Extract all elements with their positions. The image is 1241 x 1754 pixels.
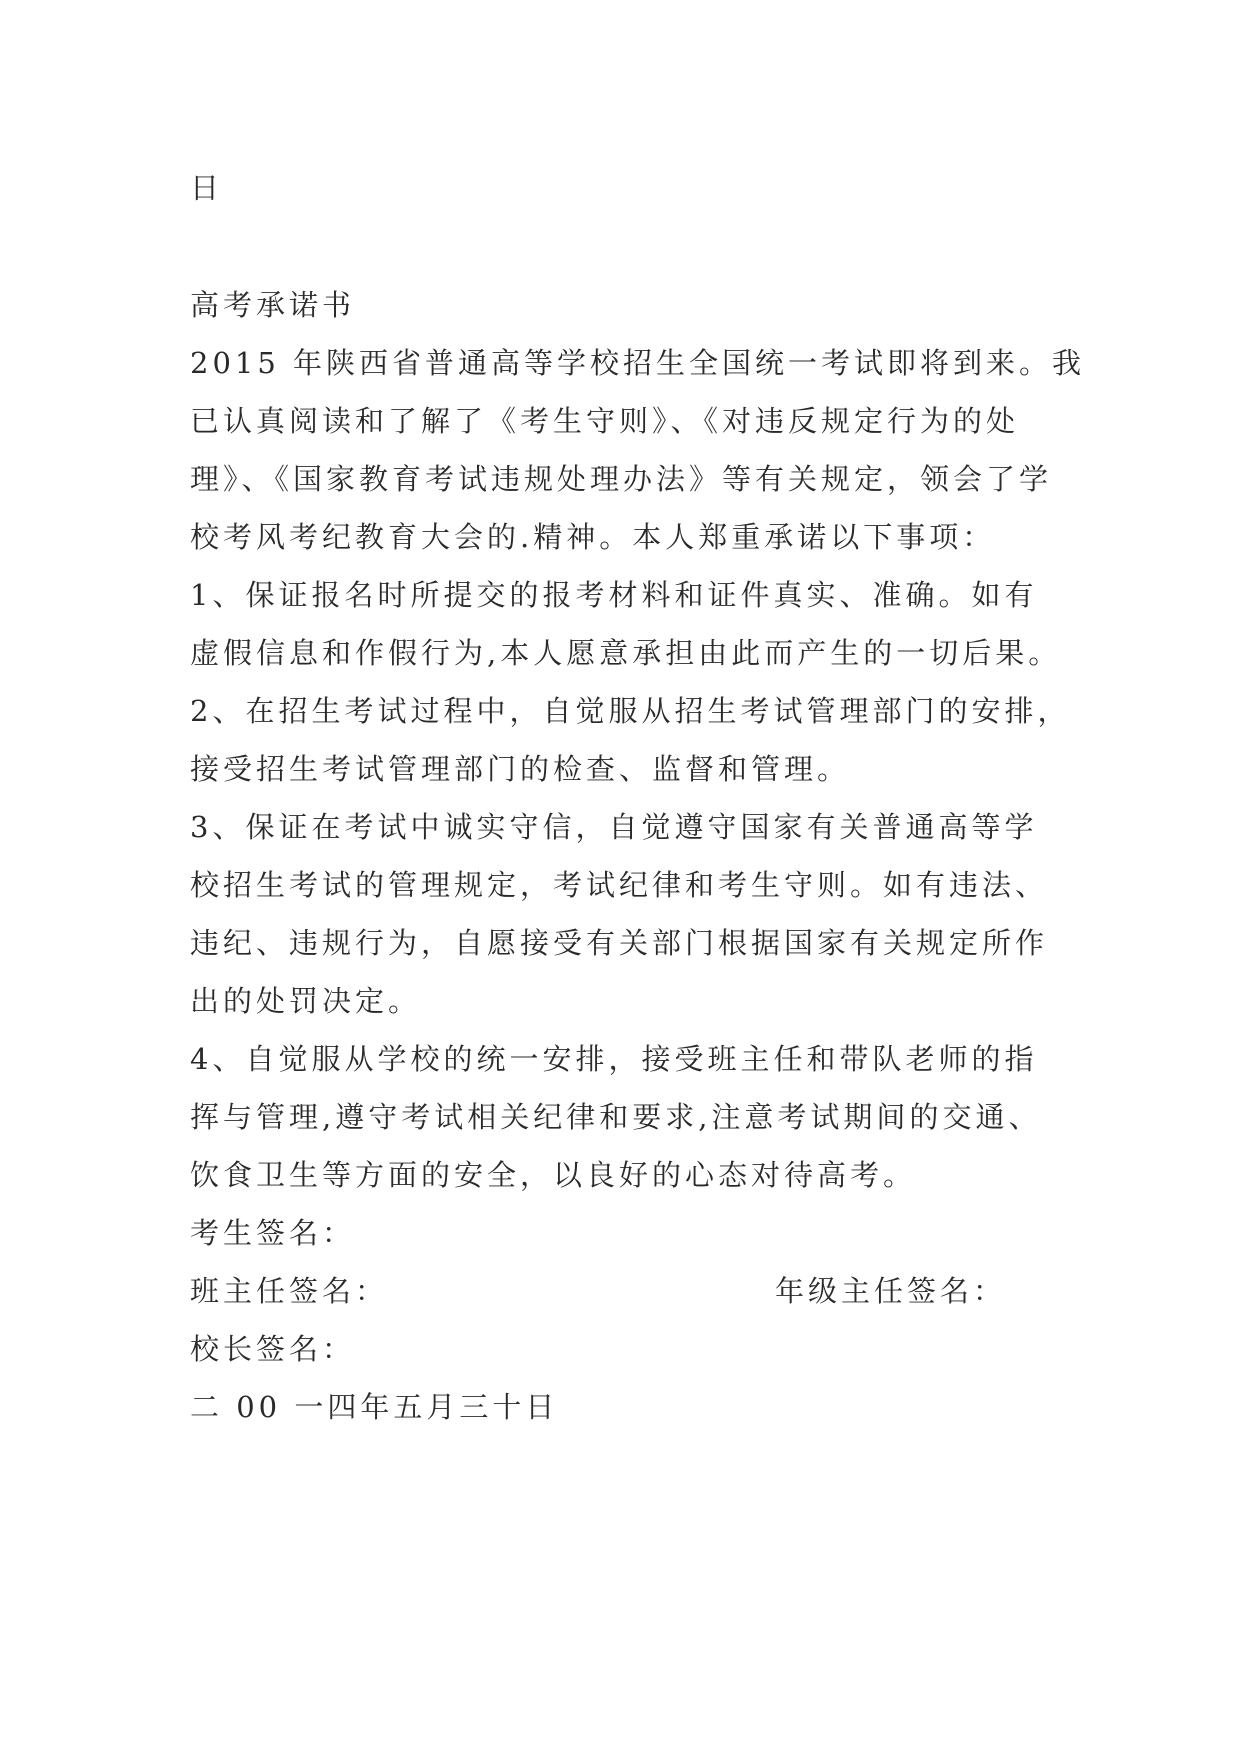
body-line: 虚假信息和作假行为,本人愿意承担由此而产生的一切后果。	[190, 636, 1062, 670]
body-line: 挥与管理,遵守考试相关纪律和要求,注意考试期间的交通、	[190, 1100, 1042, 1134]
page-top-fragment: 日	[190, 171, 224, 205]
body-line: 校考风考纪教育大会的.精神。本人郑重承诺以下事项：	[190, 520, 996, 554]
body-line: 已认真阅读和了解了《考生守则》、《对违反规定行为的处	[190, 404, 1020, 438]
body-line: 2、在招生考试过程中，自觉服从招生考试管理部门的安排，	[190, 694, 1071, 728]
body-line: 校招生考试的管理规定，考试纪律和考生守则。如有违法、	[190, 868, 1049, 902]
body-line: 2015 年陕西省普通高等学校招生全国统一考试即将到来。我	[190, 346, 1086, 380]
class-teacher-signature-label: 班主任签名：	[190, 1274, 389, 1308]
body-line: 理》、《国家教育考试违规处理办法》等有关规定，领会了学	[190, 462, 1053, 496]
body-line: 4、自觉服从学校的统一安排，接受班主任和带队老师的指	[190, 1042, 1038, 1076]
body-line: 违纪、违规行为，自愿接受有关部门根据国家有关规定所作	[190, 926, 1049, 960]
body-line: 3、保证在考试中诚实守信，自觉遵守国家有关普通高等学	[190, 810, 1038, 844]
body-line: 出的处罚决定。	[190, 984, 422, 1018]
document-title: 高考承诺书	[190, 288, 356, 322]
body-line: 饮食卫生等方面的安全，以良好的心态对待高考。	[190, 1158, 917, 1192]
principal-signature-label: 校长签名：	[190, 1332, 356, 1366]
student-signature-label: 考生签名：	[190, 1216, 356, 1250]
document-date: 二 00 一四年五月三十日	[190, 1390, 559, 1424]
body-line: 1、保证报名时所提交的报考材料和证件真实、准确。如有	[190, 578, 1038, 612]
grade-director-signature-label: 年级主任签名：	[775, 1274, 1007, 1308]
body-line: 接受招生考试管理部门的检查、监督和管理。	[190, 752, 851, 786]
